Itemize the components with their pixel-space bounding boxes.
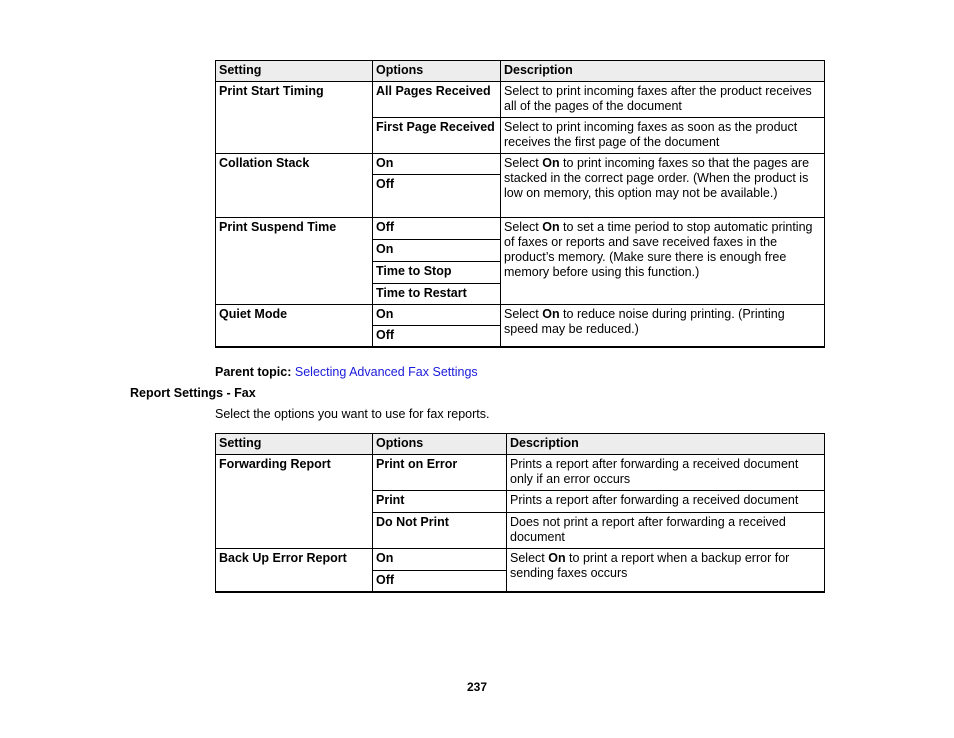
desc-text: to reduce noise during printing. (Printing speed may be reduced.) <box>504 307 785 336</box>
header-options: Options <box>373 434 507 455</box>
header-description: Description <box>507 434 825 455</box>
parent-topic-label: Parent topic: <box>215 365 292 379</box>
table-row <box>216 305 825 326</box>
desc-bold: On <box>542 220 560 234</box>
desc-text: to set a time period to stop automatic printing of faxes or reports and save received faxes in the product’s memory. (Make sure there is enough free memory before using this function.) <box>504 220 813 279</box>
header-options: Options <box>373 61 501 82</box>
desc-text: Select <box>504 156 543 170</box>
description-do-not-print: Does not print a report after forwarding a received document <box>507 513 825 549</box>
setting-print-suspend-time: Print Suspend Time <box>216 218 373 305</box>
setting-print-start-timing: Print Start Timing <box>216 82 373 154</box>
option-all-pages-received: All Pages Received <box>373 82 501 118</box>
option-time-to-restart: Time to Restart <box>373 284 501 305</box>
option-off: Off <box>373 175 501 218</box>
desc-text: to print incoming faxes so that the pages are stacked in the correct page order. (When the product is low on memory, this option may not be available.) <box>504 156 810 200</box>
page-number: 237 <box>466 680 488 694</box>
option-off: Off <box>373 571 507 593</box>
header-setting: Setting <box>216 434 373 455</box>
option-on: On <box>373 305 501 326</box>
option-on: On <box>373 154 501 175</box>
description-quiet-mode <box>501 305 825 348</box>
setting-collation-stack: Collation Stack <box>216 154 373 218</box>
section-intro: Select the options you want to use for fax reports. <box>215 407 490 421</box>
description-back-up-error-report <box>507 549 825 593</box>
desc-text: Select <box>504 220 543 234</box>
fax-settings-table <box>215 60 825 348</box>
option-off: Off <box>373 218 501 240</box>
parent-topic <box>215 365 478 380</box>
description-print: Prints a report after forwarding a received document <box>507 491 825 513</box>
option-print: Print <box>373 491 507 513</box>
desc-text: Select <box>504 307 543 321</box>
description-all-pages-received: Select to print incoming faxes after the product receives all of the pages of the document <box>501 82 825 118</box>
table-row <box>216 218 825 240</box>
description-first-page-received: Select to print incoming faxes as soon as the product receives the first page of the document <box>501 118 825 154</box>
table-header-row <box>216 434 825 455</box>
table-row <box>216 549 825 571</box>
parent-topic-link[interactable]: Selecting Advanced Fax Settings <box>294 365 478 379</box>
option-first-page-received: First Page Received <box>373 118 501 154</box>
option-on: On <box>373 549 507 571</box>
option-print-on-error: Print on Error <box>373 455 507 491</box>
option-on: On <box>373 240 501 262</box>
header-setting: Setting <box>216 61 373 82</box>
option-time-to-stop: Time to Stop <box>373 262 501 284</box>
header-description: Description <box>501 61 825 82</box>
desc-bold: On <box>548 551 566 565</box>
table-row <box>216 154 825 175</box>
section-heading: Report Settings - Fax <box>130 386 256 400</box>
description-print-suspend-time <box>501 218 825 305</box>
description-collation-stack <box>501 154 825 218</box>
setting-back-up-error-report: Back Up Error Report <box>216 549 373 593</box>
desc-bold: On <box>542 156 560 170</box>
desc-text: to print a report when a backup error for sending faxes occurs <box>510 551 790 580</box>
table-header-row <box>216 61 825 82</box>
description-print-on-error: Prints a report after forwarding a received document only if an error occurs <box>507 455 825 491</box>
desc-bold: On <box>542 307 560 321</box>
option-off: Off <box>373 326 501 348</box>
table-row <box>216 82 825 118</box>
option-do-not-print: Do Not Print <box>373 513 507 549</box>
setting-quiet-mode: Quiet Mode <box>216 305 373 348</box>
desc-text: Select <box>510 551 549 565</box>
setting-forwarding-report: Forwarding Report <box>216 455 373 549</box>
report-settings-table <box>215 433 825 593</box>
table-row <box>216 455 825 491</box>
